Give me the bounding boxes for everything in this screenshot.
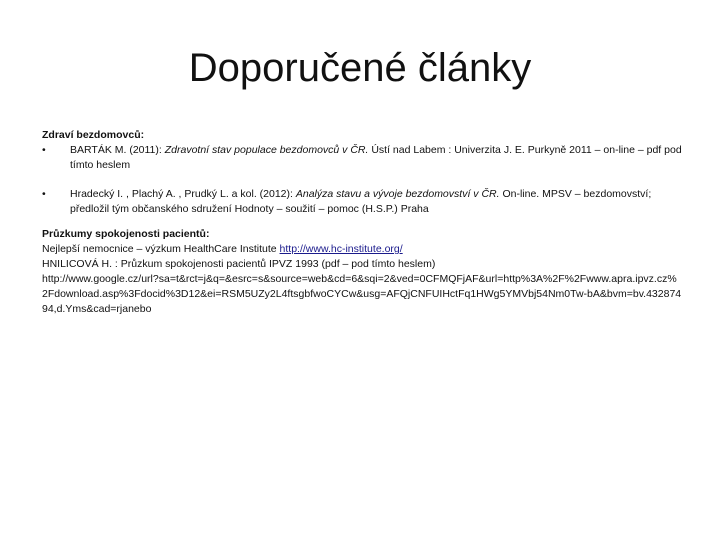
slide-title: Doporučené články	[188, 46, 532, 90]
spacer	[42, 217, 682, 227]
citation-authors: Hradecký I. , Plachý A. , Prudký L. a kol. (2012):	[70, 188, 296, 200]
slide-content	[42, 128, 682, 317]
citation-details: On-line. MPSV – bezdomovství; předložil tým občanského sdružení Hodnoty – soužití – pomoc (H.S.P.) Praha	[70, 188, 652, 215]
section-heading-homeless-health: Zdraví bezdomovců:	[42, 129, 145, 141]
hc-institute-text: Nejlepší nemocnice – výzkum HealthCare Institute	[42, 243, 280, 255]
hnilicova-citation: HNILICOVÁ H. : Průzkum spokojenosti pacientů IPVZ 1993 (pdf – pod tímto heslem)	[42, 258, 436, 270]
bullet-item-bartak	[42, 143, 682, 173]
bullet-mark: •	[42, 144, 46, 156]
section-heading-patient-satisfaction: Průzkumy spokojenosti pacientů:	[42, 228, 210, 240]
hc-institute-link[interactable]: http://www.hc-institute.org/	[279, 243, 403, 255]
bullet-mark: •	[42, 188, 46, 200]
bullet-item-hradecky	[42, 187, 682, 217]
hc-institute-line	[42, 242, 682, 257]
citation-authors: BARTÁK M. (2011):	[70, 144, 165, 156]
citation-title: Analýza stavu a vývoje bezdomovství v ČR.	[295, 188, 500, 200]
google-url-link[interactable]: http://www.google.cz/url?sa=t&rct=j&q=&esrc=s&source=web&cd=6&sqi=2&ved=0CFMQFjAF&url=http%3A%2F%2Fwww.apra.ipvz.cz%2Fdownload.asp%3Fdocid%3D12&ei=RSM5UZy2L4ftsgbfwoCYCw&usg=AFQjCNFUIHctFq1HWg5YMVbj54Nm0Tw-bA&bvm=bv.43287494,d.Yms&cad=rjanebo	[42, 273, 682, 315]
citation-title: Zdravotní stav populace bezdomovců v ČR.	[164, 144, 369, 156]
citation-details: Ústí nad Labem : Univerzita J. E. Purkyně 2011 – on-line – pdf pod tímto heslem	[70, 144, 682, 171]
